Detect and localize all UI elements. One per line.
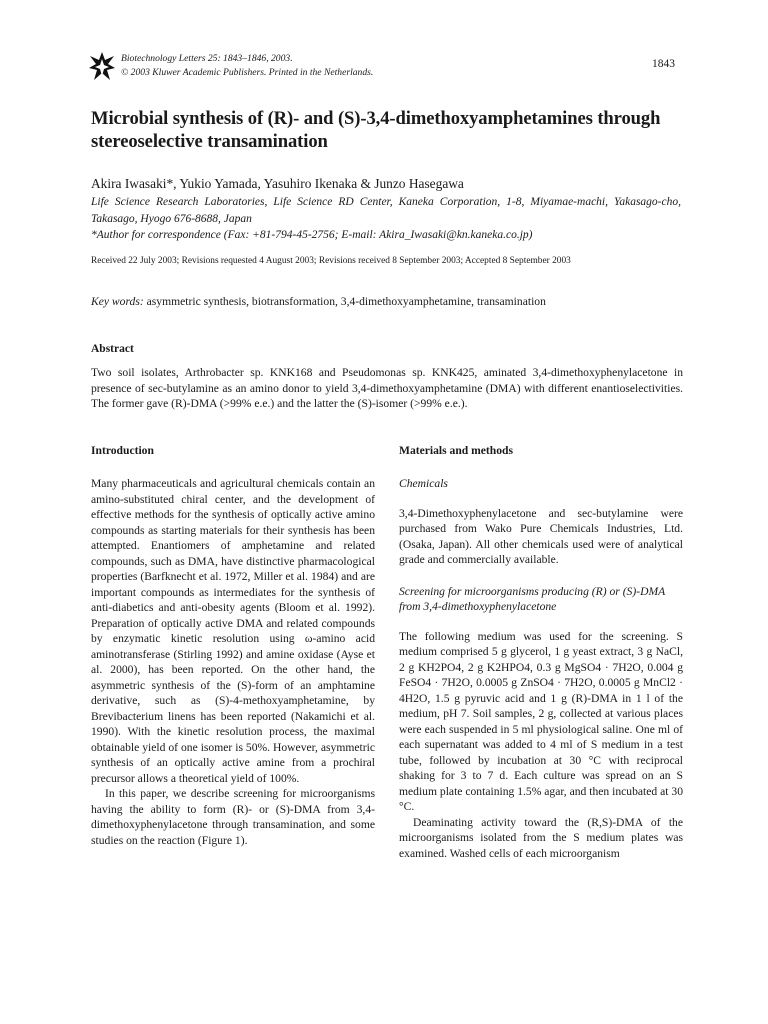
screening-paragraph-2: Deaminating activity toward the (R,S)-DMA of the microorganisms isolated from the S medium plates was examined. Washed cells of each microorganism [399, 815, 683, 860]
introduction-paragraph-2: In this paper, we describe screening for microorganisms having the ability to form (R)- or (S)-DMA from 3,4-dimethoxyphenylacetone through transamination, and some studies on the reaction (Figure 1). [91, 787, 375, 847]
affiliation: Life Science Research Laboratories, Life Science RD Center, Kaneka Corporation, 1-8, Miyamae-machi, Yakasago-cho, Takasago, Hyogo 676-8688, Japan [91, 196, 681, 225]
left-column [91, 443, 375, 848]
chemicals-subheading: Chemicals [399, 477, 448, 490]
abstract-text: Two soil isolates, Arthrobacter sp. KNK168 and Pseudomonas sp. KNK425, aminated 3,4-dimethoxyphenylacetone in presence of sec-butylamine as an amino donor to yield 3,4-dimethoxyamphetamine (DMA) with different enantioselectivities. The former gave (R)-DMA (>99% e.e.) and the latter the (S)-isomer (>99% e.e.). [91, 366, 683, 410]
abstract-heading: Abstract [91, 343, 134, 355]
screening-paragraph: The following medium was used for the screening. S medium comprised 5 g glycerol, 1 g yeast extract, 3 g NaCl, 2 g KH2PO4, 2 g K2HPO4, 0.3 g MgSO4 · 7H2O, 0.004 g FeSO4 · 7H2O, 0.0005 g ZnSO4 · 7H2O, 0.0005 g MnCl2 · 4H2O, 1.5 g pyruvic acid and 1 g (R)-DMA in 1 l of the medium, pH 7. Soil samples, 2 g, collected at various places were each suspended in 5 ml physiological saline. One ml of each supernatant was added to 4 ml of S medium in a test tube, followed by incubation at 30 °C with reciprocal shaking for 3 to 7 d. Each culture was spread on an S medium plate containing 1.5% agar, and then incubated at 30 °C. [399, 629, 683, 813]
author-list: Akira Iwasaki*, Yukio Yamada, Yasuhiro Ikenaka & Junzo Hasegawa [91, 176, 464, 191]
publisher-logo-icon [89, 51, 115, 83]
journal-header [121, 52, 373, 79]
chemicals-paragraph: 3,4-Dimethoxyphenylacetone and sec-butylamine were purchased from Wako Pure Chemicals Industries, Ltd. (Osaka, Japan). All other chemicals used were of analytical grade and commercially available. [399, 506, 683, 566]
methods-heading: Materials and methods [399, 444, 514, 457]
right-column [399, 443, 683, 861]
screening-subheading: Screening for microorganisms producing (R) or (S)-DMA from 3,4-dimethoxyphenylacetone [399, 584, 665, 613]
introduction-paragraph: Many pharmaceuticals and agricultural chemicals contain an amino-substituted chiral center, and the development of effective methods for the synthesis of optically active amino compounds as starting materials for their synthesis has been attempted. Enantiomers of amphetamine and related compounds, such as DMA, have distinctive pharmacological properties (Barfknecht et al. 1972, Miller et al. 1984) and are important compounds as intermediates for the synthesis of anti-diabetics and anti-obesity agents (Bloom et al. 1992). Preparation of optically active DMA and related compounds by enzymatic kinetic resolution using ω-amino acid aminotransferase (Stirling 1992) and amine oxidase (Ayse et al. 2000), has been reported. On the other hand, the asymmetric synthesis of the (S)-form of an amphtamine derivative, such as (S)-4-methoxyamphetamine, by Brevibacterium linens has been reported (Nakamichi et al. 1990). With the kinetic resolution process, the maximal obtainable yield of one isomer is 50%. However, asymmetric synthesis of an optically active amine from a prochiral precursor allows a theoretical yield of 100%. [91, 477, 375, 785]
received-dates: Received 22 July 2003; Revisions requested 4 August 2003; Revisions received 8 September 2003; Accepted 8 September 2003 [91, 256, 571, 266]
introduction-heading: Introduction [91, 444, 154, 457]
keywords-line [91, 295, 546, 308]
keywords-list: asymmetric synthesis, biotransformation, 3,4-dimethoxyamphetamine, transamination [146, 295, 546, 308]
article-title: Microbial synthesis of (R)- and (S)-3,4-dimethoxyamphetamines through stereoselective transamination [91, 108, 661, 152]
correspondence-note: *Author for correspondence (Fax: +81-794-45-2756; E-mail: Akira_Iwasaki@kn.kaneka.co.jp) [91, 229, 533, 241]
journal-citation: Biotechnology Letters 25: 1843–1846, 2003. [121, 53, 293, 64]
keywords-label: Key words: [91, 295, 144, 308]
affiliation-block [91, 194, 681, 244]
page-number: 1843 [652, 58, 675, 70]
copyright-line: © 2003 Kluwer Academic Publishers. Printed in the Netherlands. [121, 66, 374, 78]
